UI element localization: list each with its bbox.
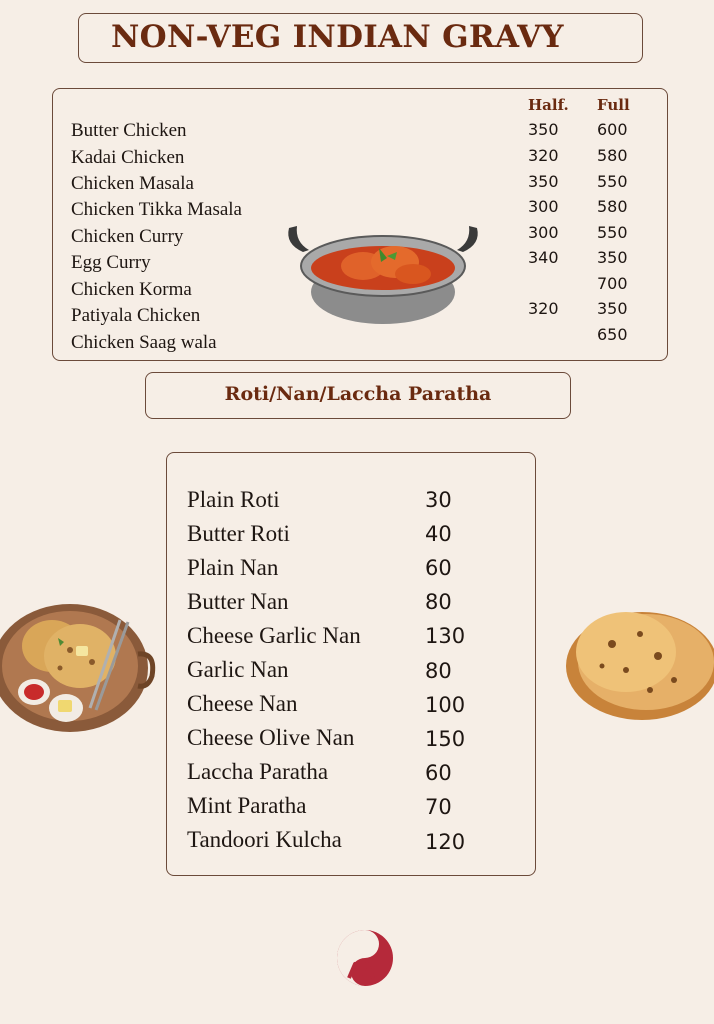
gravy-item-name: Chicken Tikka Masala <box>71 199 242 220</box>
bread-item-name: Garlic Nan <box>187 657 289 682</box>
breads-section-title: Roti/Nan/Laccha Paratha <box>224 383 492 405</box>
full-column-header: Full <box>597 96 630 114</box>
gravy-item-name: Egg Curry <box>71 252 151 273</box>
gravy-item-name: Patiyala Chicken <box>71 305 201 326</box>
bread-price: 80 <box>425 659 452 683</box>
gravy-half-price: 300 <box>528 197 559 216</box>
bread-price: 150 <box>425 727 466 751</box>
bread-item-name: Tandoori Kulcha <box>187 827 342 852</box>
restaurant-logo <box>333 926 397 990</box>
bread-item-name: Butter Nan <box>187 589 289 614</box>
gravy-full-price: 600 <box>597 120 628 139</box>
bread-price: 80 <box>425 590 452 614</box>
gravy-half-price: 300 <box>528 223 559 242</box>
bread-item-name: Laccha Paratha <box>187 759 329 784</box>
bread-item-name: Mint Paratha <box>187 793 307 818</box>
curry-kadai-icon <box>283 222 483 326</box>
gravy-half-price: 320 <box>528 146 559 165</box>
bread-price: 60 <box>425 761 452 785</box>
gravy-item-name: Chicken Saag wala <box>71 332 217 353</box>
gravy-item-name: Chicken Curry <box>71 226 184 247</box>
breads-section-header <box>145 372 571 419</box>
gravy-half-price: 320 <box>528 299 559 318</box>
gravy-full-price: 350 <box>597 248 628 267</box>
gravy-item-name: Chicken Korma <box>71 279 192 300</box>
gravy-full-price: 350 <box>597 299 628 318</box>
paratha-icon <box>562 604 714 724</box>
gravy-full-price: 550 <box>597 223 628 242</box>
bread-item-name: Butter Roti <box>187 521 290 546</box>
bread-price: 60 <box>425 556 452 580</box>
gravy-half-price: 340 <box>528 248 559 267</box>
gravy-full-price: 650 <box>597 325 628 344</box>
gravy-full-price: 550 <box>597 172 628 191</box>
bread-price: 130 <box>425 624 466 648</box>
bread-price: 100 <box>425 693 466 717</box>
gravy-full-price: 580 <box>597 197 628 216</box>
bread-item-name: Plain Nan <box>187 555 279 580</box>
gravy-half-price: 350 <box>528 120 559 139</box>
title-banner <box>78 13 643 63</box>
gravy-half-price: 350 <box>528 172 559 191</box>
bread-item-name: Cheese Garlic Nan <box>187 623 361 648</box>
gravy-full-price: 580 <box>597 146 628 165</box>
bread-price: 40 <box>425 522 452 546</box>
bread-price: 30 <box>425 488 452 512</box>
bread-item-name: Cheese Nan <box>187 691 298 716</box>
bread-price: 120 <box>425 830 466 854</box>
paratha-plate-icon <box>0 598 156 734</box>
gravy-item-name: Chicken Masala <box>71 173 194 194</box>
gravy-full-price: 700 <box>597 274 628 293</box>
gravy-item-name: Kadai Chicken <box>71 147 185 168</box>
half-column-header: Half. <box>528 96 569 114</box>
page-title: NON-VEG INDIAN GRAVY <box>111 19 564 55</box>
bread-item-name: Plain Roti <box>187 487 280 512</box>
bread-item-name: Cheese Olive Nan <box>187 725 355 750</box>
gravy-item-name: Butter Chicken <box>71 120 187 141</box>
bread-price: 70 <box>425 795 452 819</box>
